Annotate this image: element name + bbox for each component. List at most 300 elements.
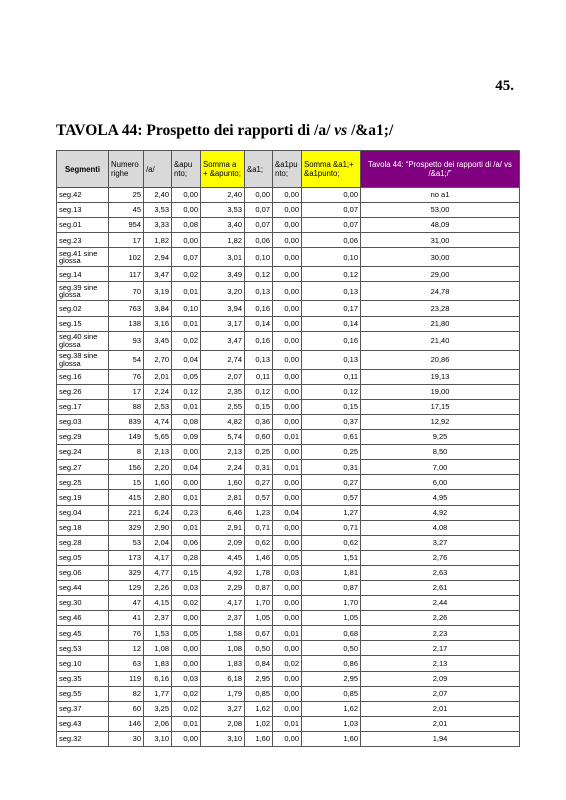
segment-cell: seg.40 sine glossa <box>57 331 109 350</box>
value-cell: 0,01 <box>273 460 302 475</box>
value-cell: 0,15 <box>302 399 361 414</box>
value-cell: 0,00 <box>273 331 302 350</box>
segment-cell: seg.30 <box>57 596 109 611</box>
value-cell: 8 <box>109 445 144 460</box>
value-cell: 0,67 <box>245 626 273 641</box>
value-cell: 3,01 <box>201 248 245 267</box>
table-row <box>57 384 520 399</box>
value-cell: 31,00 <box>361 233 520 248</box>
segment-cell: seg.13 <box>57 203 109 218</box>
value-cell: 2,74 <box>201 350 245 369</box>
value-cell: 1,83 <box>144 656 172 671</box>
table-row <box>57 282 520 301</box>
value-cell: 0,02 <box>172 686 201 701</box>
value-cell: 0,02 <box>273 656 302 671</box>
value-cell: 0,71 <box>245 520 273 535</box>
value-cell: 1,05 <box>245 611 273 626</box>
value-cell: 1,70 <box>302 596 361 611</box>
value-cell: 2,63 <box>361 565 520 580</box>
value-cell: 88 <box>109 399 144 414</box>
value-cell: 6,00 <box>361 475 520 490</box>
value-cell: 2,17 <box>361 641 520 656</box>
segment-cell: seg.23 <box>57 233 109 248</box>
value-cell: 0,00 <box>273 671 302 686</box>
value-cell: 6,46 <box>201 505 245 520</box>
value-cell: 0,25 <box>245 445 273 460</box>
value-cell: 0,62 <box>245 535 273 550</box>
segment-cell: seg.39 sine glossa <box>57 282 109 301</box>
ratio-table <box>56 150 520 747</box>
value-cell: 93 <box>109 331 144 350</box>
value-cell: 2,29 <box>201 580 245 595</box>
value-cell: 0,23 <box>172 505 201 520</box>
value-cell: 3,49 <box>201 267 245 282</box>
value-cell: 4,82 <box>201 414 245 429</box>
value-cell: 6,24 <box>144 505 172 520</box>
value-cell: 3,33 <box>144 218 172 233</box>
value-cell: 2,09 <box>201 535 245 550</box>
value-cell: 53 <box>109 535 144 550</box>
value-cell: 3,27 <box>201 701 245 716</box>
value-cell: 3,94 <box>201 301 245 316</box>
value-cell: 2,81 <box>201 490 245 505</box>
value-cell: 3,20 <box>201 282 245 301</box>
segment-cell: seg.10 <box>57 656 109 671</box>
value-cell: 0,01 <box>172 716 201 731</box>
value-cell: 2,95 <box>245 671 273 686</box>
table-row <box>57 490 520 505</box>
value-cell: 0,61 <box>302 430 361 445</box>
value-cell: 0,00 <box>172 188 201 203</box>
value-cell: 0,00 <box>273 731 302 746</box>
table-row <box>57 475 520 490</box>
table-row <box>57 656 520 671</box>
value-cell: 0,00 <box>273 301 302 316</box>
value-cell: 2,76 <box>361 550 520 565</box>
value-cell: 0,03 <box>273 565 302 580</box>
value-cell: 415 <box>109 490 144 505</box>
value-cell: 0,31 <box>245 460 273 475</box>
value-cell: 3,47 <box>201 331 245 350</box>
value-cell: 1,03 <box>302 716 361 731</box>
value-cell: 0,57 <box>302 490 361 505</box>
segment-cell: seg.32 <box>57 731 109 746</box>
segment-cell: seg.02 <box>57 301 109 316</box>
value-cell: 119 <box>109 671 144 686</box>
value-cell: 5,74 <box>201 430 245 445</box>
value-cell: 2,06 <box>144 716 172 731</box>
table-row <box>57 701 520 716</box>
col-header-somma-a1: Somma &a1;+ &a1punto; <box>302 151 361 188</box>
segment-cell: seg.03 <box>57 414 109 429</box>
value-cell: 12,92 <box>361 414 520 429</box>
value-cell: 41 <box>109 611 144 626</box>
value-cell: 2,01 <box>361 701 520 716</box>
value-cell: 2,24 <box>144 384 172 399</box>
value-cell: 17 <box>109 233 144 248</box>
value-cell: 138 <box>109 316 144 331</box>
value-cell: 0,00 <box>172 731 201 746</box>
value-cell: 54 <box>109 350 144 369</box>
value-cell: 0,07 <box>245 218 273 233</box>
value-cell: 0,10 <box>245 248 273 267</box>
value-cell: 2,13 <box>144 445 172 460</box>
value-cell: 2,09 <box>361 671 520 686</box>
value-cell: 0,00 <box>273 414 302 429</box>
col-header-apunto: &apu nto; <box>172 151 201 188</box>
table-row <box>57 414 520 429</box>
value-cell: 0,86 <box>302 656 361 671</box>
table-row <box>57 460 520 475</box>
value-cell: 0,06 <box>245 233 273 248</box>
value-cell: 1,79 <box>201 686 245 701</box>
value-cell: 53,00 <box>361 203 520 218</box>
value-cell: 82 <box>109 686 144 701</box>
value-cell: 20,86 <box>361 350 520 369</box>
table-row <box>57 580 520 595</box>
value-cell: 0,01 <box>273 626 302 641</box>
value-cell: 2,07 <box>361 686 520 701</box>
table-row <box>57 535 520 550</box>
segment-cell: seg.17 <box>57 399 109 414</box>
value-cell: 0,03 <box>172 580 201 595</box>
value-cell: 2,94 <box>144 248 172 267</box>
value-cell: 0,00 <box>273 580 302 595</box>
value-cell: 156 <box>109 460 144 475</box>
value-cell: 1,60 <box>144 475 172 490</box>
value-cell: 4,92 <box>361 505 520 520</box>
value-cell: 146 <box>109 716 144 731</box>
table-row <box>57 331 520 350</box>
value-cell: 6,16 <box>144 671 172 686</box>
value-cell: 3,16 <box>144 316 172 331</box>
value-cell: 5,65 <box>144 430 172 445</box>
value-cell: 4,74 <box>144 414 172 429</box>
value-cell: 0,00 <box>172 611 201 626</box>
value-cell: 2,20 <box>144 460 172 475</box>
value-cell: 0,02 <box>172 701 201 716</box>
value-cell: 2,55 <box>201 399 245 414</box>
value-cell: 0,87 <box>302 580 361 595</box>
value-cell: 0,12 <box>245 267 273 282</box>
segment-cell: seg.41 sine glossa <box>57 248 109 267</box>
table-row <box>57 445 520 460</box>
table-row <box>57 520 520 535</box>
value-cell: 0,00 <box>273 350 302 369</box>
value-cell: 0,16 <box>302 331 361 350</box>
value-cell: 0,16 <box>245 331 273 350</box>
value-cell: 4,08 <box>361 520 520 535</box>
value-cell: 2,23 <box>361 626 520 641</box>
value-cell: 1,62 <box>245 701 273 716</box>
value-cell: 21,80 <box>361 316 520 331</box>
value-cell: 4,77 <box>144 565 172 580</box>
segment-cell: seg.04 <box>57 505 109 520</box>
value-cell: 117 <box>109 267 144 282</box>
value-cell: 0,00 <box>172 233 201 248</box>
value-cell: 1,60 <box>245 731 273 746</box>
value-cell: 0,02 <box>172 267 201 282</box>
value-cell: 0,16 <box>245 301 273 316</box>
value-cell: 0,50 <box>245 641 273 656</box>
value-cell: 2,26 <box>361 611 520 626</box>
value-cell: 6,18 <box>201 671 245 686</box>
value-cell: 0,00 <box>273 369 302 384</box>
value-cell: 3,10 <box>201 731 245 746</box>
segment-cell: seg.19 <box>57 490 109 505</box>
value-cell: 1,02 <box>245 716 273 731</box>
value-cell: 0,62 <box>302 535 361 550</box>
col-header-a1: &a1; <box>245 151 273 188</box>
header-row <box>57 151 520 188</box>
value-cell: 2,24 <box>201 460 245 475</box>
value-cell: 954 <box>109 218 144 233</box>
value-cell: 0,15 <box>172 565 201 580</box>
value-cell: 0,13 <box>245 350 273 369</box>
value-cell: 0,00 <box>273 535 302 550</box>
value-cell: 0,00 <box>273 611 302 626</box>
col-header-somma-a: Somma a + &apunto; <box>201 151 245 188</box>
value-cell: 2,40 <box>201 188 245 203</box>
segment-cell: seg.38 sine glossa <box>57 350 109 369</box>
value-cell: 1,08 <box>201 641 245 656</box>
value-cell: 12 <box>109 641 144 656</box>
segment-cell: seg.53 <box>57 641 109 656</box>
value-cell: 0,00 <box>302 188 361 203</box>
value-cell: 21,40 <box>361 331 520 350</box>
table-row <box>57 218 520 233</box>
title-suffix: /&a1;/ <box>347 122 394 139</box>
value-cell: 2,37 <box>144 611 172 626</box>
value-cell: no a1 <box>361 188 520 203</box>
value-cell: 2,91 <box>201 520 245 535</box>
value-cell: 2,95 <box>302 671 361 686</box>
value-cell: 1,81 <box>302 565 361 580</box>
value-cell: 0,00 <box>273 267 302 282</box>
value-cell: 0,04 <box>172 350 201 369</box>
value-cell: 0,50 <box>302 641 361 656</box>
value-cell: 0,01 <box>172 399 201 414</box>
value-cell: 221 <box>109 505 144 520</box>
value-cell: 0,00 <box>273 203 302 218</box>
value-cell: 2,07 <box>201 369 245 384</box>
segment-cell: seg.35 <box>57 671 109 686</box>
col-header-a: /a/ <box>144 151 172 188</box>
value-cell: 2,44 <box>361 596 520 611</box>
value-cell: 0,00 <box>172 641 201 656</box>
value-cell: 0,09 <box>172 430 201 445</box>
value-cell: 23,28 <box>361 301 520 316</box>
table-row <box>57 626 520 641</box>
value-cell: 1,53 <box>144 626 172 641</box>
value-cell: 17,15 <box>361 399 520 414</box>
value-cell: 3,27 <box>361 535 520 550</box>
value-cell: 2,37 <box>201 611 245 626</box>
segment-cell: seg.27 <box>57 460 109 475</box>
table-row <box>57 369 520 384</box>
value-cell: 0,12 <box>172 384 201 399</box>
value-cell: 70 <box>109 282 144 301</box>
value-cell: 0,14 <box>302 316 361 331</box>
value-cell: 4,95 <box>361 490 520 505</box>
value-cell: 2,01 <box>361 716 520 731</box>
table-row <box>57 316 520 331</box>
value-cell: 0,00 <box>172 445 201 460</box>
segment-cell: seg.45 <box>57 626 109 641</box>
col-header-ratio: Tavola 44: “Prospetto dei rapporti di /a/ vs /&a1;/” <box>361 151 520 188</box>
segment-cell: seg.43 <box>57 716 109 731</box>
segment-cell: seg.01 <box>57 218 109 233</box>
value-cell: 0,00 <box>273 282 302 301</box>
value-cell: 0,00 <box>273 596 302 611</box>
value-cell: 839 <box>109 414 144 429</box>
value-cell: 0,05 <box>273 550 302 565</box>
value-cell: 0,00 <box>273 475 302 490</box>
value-cell: 0,60 <box>245 430 273 445</box>
value-cell: 1,23 <box>245 505 273 520</box>
value-cell: 24,78 <box>361 282 520 301</box>
value-cell: 0,00 <box>273 520 302 535</box>
value-cell: 0,11 <box>245 369 273 384</box>
value-cell: 4,17 <box>144 550 172 565</box>
value-cell: 0,07 <box>302 218 361 233</box>
value-cell: 173 <box>109 550 144 565</box>
value-cell: 0,01 <box>172 316 201 331</box>
value-cell: 2,26 <box>144 580 172 595</box>
value-cell: 15 <box>109 475 144 490</box>
value-cell: 2,08 <box>201 716 245 731</box>
value-cell: 1,82 <box>201 233 245 248</box>
value-cell: 0,87 <box>245 580 273 595</box>
segment-cell: seg.24 <box>57 445 109 460</box>
value-cell: 3,17 <box>201 316 245 331</box>
value-cell: 0,71 <box>302 520 361 535</box>
value-cell: 0,17 <box>302 301 361 316</box>
value-cell: 0,03 <box>172 671 201 686</box>
value-cell: 0,14 <box>245 316 273 331</box>
segment-cell: seg.18 <box>57 520 109 535</box>
value-cell: 0,00 <box>273 188 302 203</box>
col-header-a1punto: &a1pu nto; <box>273 151 302 188</box>
value-cell: 76 <box>109 626 144 641</box>
value-cell: 3,10 <box>144 731 172 746</box>
value-cell: 0,01 <box>273 430 302 445</box>
value-cell: 0,01 <box>172 520 201 535</box>
segment-cell: seg.46 <box>57 611 109 626</box>
value-cell: 0,00 <box>172 203 201 218</box>
value-cell: 0,00 <box>273 445 302 460</box>
value-cell: 149 <box>109 430 144 445</box>
value-cell: 0,00 <box>273 233 302 248</box>
value-cell: 0,12 <box>302 384 361 399</box>
value-cell: 0,00 <box>273 248 302 267</box>
value-cell: 1,94 <box>361 731 520 746</box>
value-cell: 0,13 <box>245 282 273 301</box>
value-cell: 2,90 <box>144 520 172 535</box>
value-cell: 0,01 <box>172 282 201 301</box>
segment-cell: seg.26 <box>57 384 109 399</box>
value-cell: 0,12 <box>302 267 361 282</box>
value-cell: 3,25 <box>144 701 172 716</box>
value-cell: 0,05 <box>172 369 201 384</box>
value-cell: 1,60 <box>302 731 361 746</box>
table-row <box>57 233 520 248</box>
value-cell: 2,13 <box>361 656 520 671</box>
value-cell: 0,02 <box>172 331 201 350</box>
value-cell: 0,10 <box>302 248 361 267</box>
table-row <box>57 399 520 414</box>
value-cell: 4,92 <box>201 565 245 580</box>
value-cell: 30,00 <box>361 248 520 267</box>
value-cell: 329 <box>109 520 144 535</box>
value-cell: 1,83 <box>201 656 245 671</box>
table-title <box>56 122 393 140</box>
table-row <box>57 430 520 445</box>
value-cell: 0,00 <box>273 701 302 716</box>
value-cell: 0,01 <box>172 490 201 505</box>
table-row <box>57 716 520 731</box>
table-row <box>57 731 520 746</box>
value-cell: 3,40 <box>201 218 245 233</box>
table-row <box>57 596 520 611</box>
value-cell: 60 <box>109 701 144 716</box>
value-cell: 0,00 <box>245 188 273 203</box>
value-cell: 0,00 <box>273 686 302 701</box>
table-row <box>57 203 520 218</box>
value-cell: 2,70 <box>144 350 172 369</box>
value-cell: 0,12 <box>245 384 273 399</box>
table-row <box>57 267 520 282</box>
value-cell: 0,25 <box>302 445 361 460</box>
value-cell: 0,28 <box>172 550 201 565</box>
value-cell: 0,00 <box>273 384 302 399</box>
table-row <box>57 641 520 656</box>
value-cell: 0,31 <box>302 460 361 475</box>
table-row <box>57 248 520 267</box>
value-cell: 45 <box>109 203 144 218</box>
value-cell: 7,00 <box>361 460 520 475</box>
value-cell: 0,02 <box>172 596 201 611</box>
value-cell: 29,00 <box>361 267 520 282</box>
segment-cell: seg.29 <box>57 430 109 445</box>
segment-cell: seg.37 <box>57 701 109 716</box>
value-cell: 48,09 <box>361 218 520 233</box>
value-cell: 1,51 <box>302 550 361 565</box>
value-cell: 0,00 <box>273 218 302 233</box>
table-row <box>57 550 520 565</box>
value-cell: 102 <box>109 248 144 267</box>
value-cell: 0,06 <box>172 535 201 550</box>
value-cell: 0,84 <box>245 656 273 671</box>
value-cell: 1,58 <box>201 626 245 641</box>
value-cell: 4,45 <box>201 550 245 565</box>
value-cell: 1,05 <box>302 611 361 626</box>
value-cell: 0,36 <box>245 414 273 429</box>
title-prefix: TAVOLA 44: Prospetto dei rapporti di /a/ <box>56 122 335 139</box>
value-cell: 0,04 <box>172 460 201 475</box>
segment-cell: seg.42 <box>57 188 109 203</box>
value-cell: 329 <box>109 565 144 580</box>
value-cell: 63 <box>109 656 144 671</box>
value-cell: 0,06 <box>302 233 361 248</box>
value-cell: 129 <box>109 580 144 595</box>
value-cell: 17 <box>109 384 144 399</box>
value-cell: 8,50 <box>361 445 520 460</box>
value-cell: 1,08 <box>144 641 172 656</box>
value-cell: 0,07 <box>172 248 201 267</box>
value-cell: 0,00 <box>172 475 201 490</box>
value-cell: 2,40 <box>144 188 172 203</box>
